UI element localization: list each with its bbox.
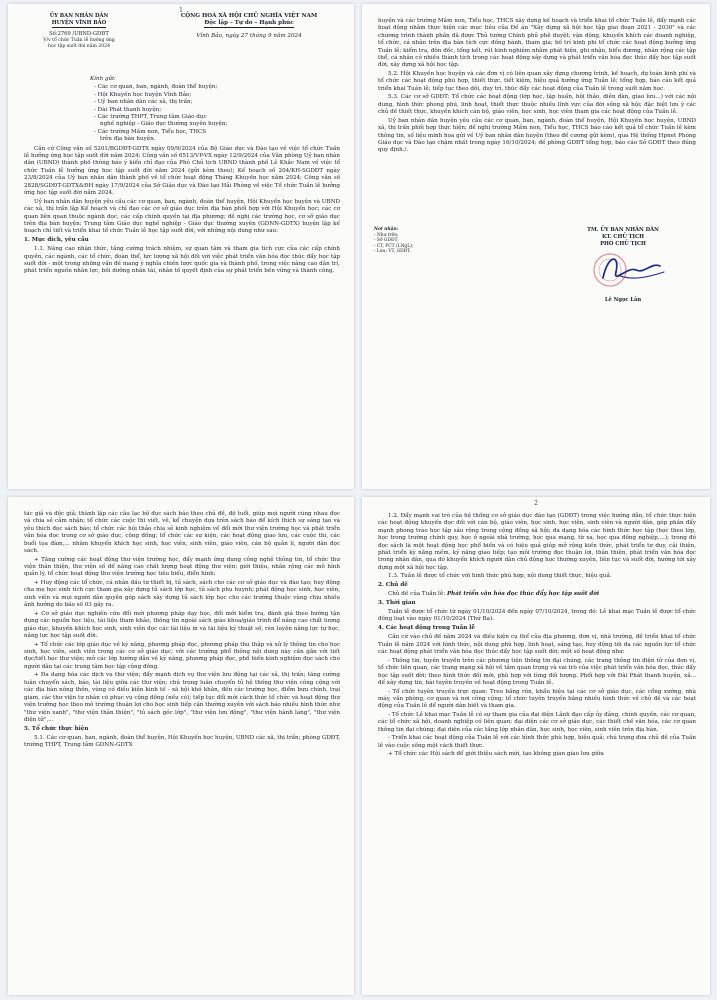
- nation-title: CỘNG HOÀ XÃ HỘI CHỦ NGHĨA VIỆT NAM: [180, 13, 318, 19]
- paragraph: 1.3. Tuần lễ được tổ chức với hình thức phù hợp, nội dung thiết thực, hiệu quả.: [388, 573, 612, 580]
- recipient-item: nghề nghiệp - Giáo dục thường xuyên huyện;: [100, 121, 228, 128]
- theme-text: Phát triển văn hóa đọc thúc đẩy học tập suốt đời: [446, 591, 600, 598]
- recipient-item: - Các cơ quan, ban, ngành, đoàn thể huyện;: [94, 84, 218, 91]
- paragraph: 5.1. Các cơ quan, ban, ngành, đoàn thể huyện, Hội Khuyến học huyện, UBND các xã, thị trấn; phòng GDĐT, trường THPT, Trung tâm GDNN-GDTX: [24, 734, 340, 749]
- noi-nhan-item: - Sở GDĐT;: [374, 238, 399, 244]
- recipient-item: - Các trường Mầm non, Tiểu học, THCS: [94, 128, 207, 135]
- document-page-2: [362, 4, 710, 489]
- paragraph: - Tổ chức tuyên truyền trực quan: Treo băng rôn, khẩu hiệu tại các cơ sở giáo dục, các cổng xướng, nhà máy, văn phòng, cơ quan và nơi công cộng; tổ chức tuyên truyền bằng nhiều hình thức về chủ đề và các hoạt động của Tuần lễ để người dân biết và tham gia.: [378, 688, 696, 710]
- page2-body: [378, 18, 696, 156]
- page1-body: [24, 76, 340, 277]
- signature-block: [548, 227, 698, 304]
- document-number: Số:2769 /UBND-GDĐT: [49, 31, 109, 37]
- section-heading: 1. Mục đích, yêu cầu: [24, 237, 89, 244]
- recipient-list: [94, 84, 340, 143]
- signer-name: Lê Ngọc Lân: [604, 297, 642, 303]
- nation-block: [154, 13, 344, 41]
- noi-nhan-item: - CT, PCT (LNgL);: [374, 243, 414, 249]
- paragraph: + Huy động các tổ chức, cá nhân đầu tư thiết bị, tủ sách, sách cho các cơ sở giáo dục và đào tạo; huy động cha mẹ học sinh tích cực tham gia xây dựng tủ sách lớp học, tủ sách phụ huynh; phát động học sinh, học viên, sinh viên và mọi người dân quyên góp sách xây dựng tủ sách lớp học cho các trường thuộc vùng chịu nhiều ảnh hưởng do bão số 03 gây ra.: [24, 580, 340, 609]
- subject-line-1: V/v tổ chức Tuần lễ hưởng ứng: [43, 38, 115, 43]
- section-heading: 3. Thời gian: [378, 600, 416, 607]
- paragraph: huyện và các trường Mầm non, Tiểu học, THCS xây dựng kế hoạch và triển khai tổ chức Tuần lễ, đẩy mạnh các hoạt động nhằm thực hiện các mục tiêu của Đề án "Xây dựng xã hội học tập giai đoạn 2021 - 2030" và các chương trình thành phần đã được Thủ tướng Chính phủ phê duyệt; vận động, khuyến khích các doanh nghiệp, tổ chức, cá nhân trên địa bàn tích cực đồng hành, tham gia; bố trí kinh phí tổ chức các hoạt động hưởng ứng Tuần lễ; kiểm tra, đôn đốc, tổng kết, rút kinh nghiệm nhằm phát hiện, ghi nhận, biểu dương, nhân rộng các tập thể, cá nhân có nhiều thành tích trong các hoạt động xây dựng và phát triển văn hóa đọc thúc đẩy học tập suốt đời, xây dựng xã hội học tập.: [378, 18, 696, 69]
- paragraph: + Tổ chức các Hội sách để giới thiệu sách mới, tạo không gian giao lưu giữa: [388, 751, 604, 758]
- paragraph: + Đa dạng hóa các dịch vụ thư viện; đẩy mạnh dịch vụ thư viện lưu động tại các xã, thị trấn; tăng cường luân chuyển sách, báo, tài liệu giữa các thư viện; chú trọng luân chuyển tủ hệ thống thư viện công cộng với các địa bàn nông thôn, vùng có điều kiện kinh tế - xã hội khó khăn, đến các trường học, điểm bưu chính, trại giam, các thư viện tư nhân có phục vụ cộng đồng (nếu có); tiếp tục đổi mới cách thức tổ chức và hoạt động thư viện trường học theo mô trường thuận lợi cho học sinh tiếp cận thường xuyên với sách báo nhiều hình thức như "thư viện xanh", "thư viện thân thiện", "tủ sách góc lớp", "thư viện lưu động", "thư viện hành lang", "thư viện điện tử",...: [24, 672, 340, 723]
- recipient-item: - Các trường THPT, Trung tâm Giáo dục: [94, 114, 207, 121]
- section-heading: 5. Tổ chức thực hiện: [24, 725, 89, 732]
- paragraph: Căn cứ Công văn số 5201/BGDĐT-GDTX ngày 09/9/2024 của Bộ Giáo dục và Đào tạo về việc tổ chức Tuần lễ hưởng ứng học tập suốt đời năm 2024; Công văn số 6513/VP-VX ngày 12/9/2024 của Văn phòng Uỷ ban nhân dân (UBND) thành phố thông báo ý kiến chỉ đạo của Phó Chủ tịch UBND thành phố Lê Khắc Nam về việc tổ chức Tuần lễ hưởng ứng học tập suốt đời năm 2024 (gửi kèm theo); Kế hoạch số 204/KH-SGDĐT ngày 23/8/2024 của Uỷ ban nhân dân thành phố về tổ chức hoạt động Tháng Khuyến học năm 2024; Công văn số 2828/SGDĐT-GDTX&ĐH ngày 17/9/2024 của Sở Giáo dục và Đào tạo Hải Phòng về việc Tổ chức Tuần lễ hưởng ứng học tập suốt đời năm 2024.: [24, 145, 340, 197]
- noi-nhan-title: Nơi nhận:: [374, 227, 399, 232]
- noi-nhan-item: - Lưu: VT, GDĐT.: [374, 249, 411, 255]
- paragraph: + Tổ chức các lớp giáo dục về kỹ năng, phương pháp đọc, phương pháp thu thập và xử lý thông tin cho học sinh, học viên, sinh viên trong các cơ sở giáo dục; với các trường phổ thông nội dung này cần gắn với tiết đọc/tiết học thư viện; mở các lớp hướng dẫn về kỹ năng, phương pháp đọc, phổ biến kinh nghiệm đọc sách cho người dân tại các trung tâm học tập cộng đồng.: [24, 641, 340, 670]
- issuer-block: [20, 13, 138, 50]
- theme-paragraph: [378, 591, 696, 598]
- section-heading: 2. Chủ đề: [378, 582, 408, 589]
- paragraph: - Thông tin, tuyên truyền trên các phương tiện thông tin đại chúng, các trang thông tin điện tử của đơn vị, tổ chức liên quan, các trang mạng xã hội về tầm quan trọng và vai trò của việc phát triển văn hóa đọc, thúc đẩy học tập suốt đời; theo hình thức đối mới, phù hợp với từng đối tượng. Phối hợp với Đài Phát thanh huyện, xã... để xây dựng tin, bài tuyên truyền về hoạt động trong Tuần lễ.: [378, 657, 696, 686]
- paragraph: + Cơ sở giáo dục nghiên cứu đổi mới phương pháp dạy học, đổi mới kiểm tra, đánh giá theo hướng tận dụng các nguồn học liệu, tài liệu tham khảo, thông tin ngoài sách giáo khoa/giáo trình để nâng cao chất lượng giáo dục, khuyến khích học sinh, sinh viên đọc các tài liệu in và tài liệu kỹ thuật số, rèn luyện năng lực tự học, nâng lực học tập suốt đời.: [24, 610, 340, 640]
- paragraph: tác giả và độc giả; thành lập các câu lạc bộ đọc sách báo theo chủ đề, độ tuổi, giúp mọi người cùng nhau đọc và chia sẻ cảm nhận; tổ chức các cuộc thi viết, vẽ, kể chuyện dựa trên sách báo để kích thích sự sáng tạo và yêu thích đọc sách báo; tổ chức các hội thảo chia sẻ kinh nghiệm về đổi mới thư viện trường học và phát triển văn hóa đọc trong cơ sở giáo dục, cộng đồng; tổ chức các sự kiện, các hoạt động giao lưu, các cuộc thi, các buổi tọa đàm,... nhằm khuyến khích học sinh, học viên, sinh viên, giáo viên, cán bộ quản lí, người dân đọc sách.: [24, 511, 340, 555]
- paragraph: 5.3. Các cơ sở GDĐT: Tổ chức các hoạt động (lớp học, tập huấn, hội thảo, diễn đàn, giao lưu...) với các nội dung, hình thức phong phú, linh hoạt, thiết thực thuộc nhiều lĩnh vực của đời sống xã hội; đặc biệt lưu ý các chủ đề thiết thực, khuyến khích cán bộ, giáo viên, học sinh, học viên tham gia các hoạt động của Tuần lễ.: [378, 94, 696, 116]
- kinh-gui-label: Kính gửi:: [90, 76, 116, 82]
- nation-motto: Độc lập – Tự do – Hạnh phúc: [204, 20, 293, 28]
- recipient-item: - Đài Phát thanh huyện;: [94, 106, 162, 113]
- paragraph: - Tổ chức Lễ khai mạc Tuần lễ có sự tham gia của đại diện Lãnh đạo cấp ủy đảng, chính quyền, các cơ quan, các tổ chức xã hội, doanh nghiệp có liên quan; đại diện các cơ sở giáo dục, các thiết chế văn hóa, các cơ quan thông tin đại chúng; đại diện của các tầng lớp nhân dân, học sinh, học viên, sinh viên trên địa bàn.: [378, 711, 696, 733]
- document-page-3: [8, 497, 354, 995]
- page-number: 2: [534, 500, 538, 507]
- noi-nhan-item: - Như trên;: [374, 232, 399, 238]
- paragraph: Căn cứ vào chủ đề năm 2024 và điều kiện cụ thể của địa phương, đơn vị, nhà trường, đề triển khai tổ chức Tuần lễ năm 2024 với hình thức, nội dung phù hợp, linh hoạt, sáng tạo, huy động tối đa các nguồn lực tổ chức các hoạt động phát triển văn hóa đọc thúc đẩy học tập suốt đời; một số hoạt động như:: [378, 634, 696, 656]
- document-header: [20, 13, 344, 73]
- page-number: 1: [179, 7, 183, 14]
- subject-line-2: học tập suốt đời năm 2024: [47, 43, 110, 49]
- paragraph: 1.1. Nâng cao nhận thức, tăng cường trách nhiệm, sự quan tâm và tham gia tích cực của các cấp chính quyền, các ngành, các tổ chức, đoàn thể, lực lượng xã hội đối với việc phát triển văn hóa đọc thúc đẩy học tập suốt đời - một trong những vấn đề mang ý nghĩa chiến lược quốc gia và thành phố, trong việc nâng cao dân trí, phát triển nguồn nhân lực, bồi dưỡng nhân tài, nhân tố quyết định của sự phát triển bền vững và thành công.: [24, 246, 340, 275]
- paragraph: 1.2. Đẩy mạnh vai trò của hệ thống cơ sở giáo dục đào tạo (GDĐT) trong việc hướng dẫn, tổ chức thực hiện các hoạt động khuyến đọc đối với cán bộ, giáo viên, học sinh, học viên, sinh viên và người dân, góp phần đẩy mạnh phong trào học tập sâu rộng trong cộng đồng xã hội; đa dạng hóa các hình thức học tập (học theo lớp, học trong trường chính quy, học ở ngoài nhà trường, học qua mạng, từ xa, học qua đồng nghiệp,...); trong đó đọc sách là một hoạt động học phổ biến và có hiệu quả giúp mở rộng kiến thức, phát triển tư duy, cải thiện, phát triển kỹ năng mềm, kỹ năng giao tiếp; tạo môi trường đọc thuận lợi, thân thiện, phát triển văn hóa đọc trong nhân dân, qua đó khuyến khích người dân chủ động học thường xuyên, liên tục và suốt đời, hướng tới xây dựng một xã hội học tập.: [378, 513, 696, 571]
- recipient-item: trên địa bàn huyện.: [100, 136, 156, 143]
- theme-label: Chủ đề của Tuần lễ:: [388, 591, 447, 598]
- paragraph: 5.2. Hội Khuyến học huyện và các đơn vị có liên quan xây dựng chương trình, kế hoạch, dự toán kinh phí và tổ chức các hoạt động phù hợp, thiết thực, tiết kiệm, hiệu quả hưởng ứng Tuần lễ; tổng hợp, báo cáo kết quả triển khai Tuần lễ; tiếp tục theo dõi, duy trì, thúc đẩy các hoạt động của Tuần lễ trong suốt năm học.: [378, 71, 696, 92]
- page3-body: [24, 511, 340, 751]
- recipient-item: - Uỷ ban nhân dân các xã, thị trấn;: [94, 99, 193, 106]
- paragraph: + Tăng cường các hoạt động thư viện trường học, đẩy mạnh ứng dụng công nghệ thông tin, tổ chức thư viện thân thiện, thư viện số để nâng cao chất lượng hoạt động thư viện; giới thiệu, nhân rộng các mô hình quản lý, tổ chức hoạt động thư viện trường học tiêu biểu, điển hình;: [24, 556, 340, 578]
- paragraph: - Triển khai các hoạt động của Tuần lễ với các hình thức phù hợp, hiệu quả; chú trọng đưa chủ đề của Tuần lễ vào cuộc sống một cách thiết thực.: [378, 735, 696, 749]
- recipient-item: - Hội Khuyến học huyện Vĩnh Bảo;: [94, 91, 192, 98]
- handwritten-signature-icon: [548, 248, 698, 294]
- paragraph: Tuần lễ được tổ chức từ ngày 01/10/2024 đến ngày 07/10/2024, trong đó: Lễ khai mạc Tuần lễ được tổ chức đồng loạt vào ngày 01/10/2024 (Thứ Ba).: [378, 609, 696, 623]
- document-date: Vĩnh Bảo, ngày 27 tháng 9 năm 2024: [196, 33, 302, 40]
- signature-org: TM. ỦY BAN NHÂN DÂN: [587, 227, 659, 233]
- document-page-4: [362, 497, 710, 995]
- issuer-line-2: HUYỆN VĨNH BẢO: [51, 20, 107, 26]
- recipients-footer: [374, 227, 514, 255]
- paragraph: Uỷ ban nhân dân huyện yêu cầu các cơ quan, ban, ngành, đoàn thể huyện, Hội Khuyến học huyện và UBND các xã, thị trấn lập Kế hoạch và chỉ đạo các cơ sở giáo dục trên địa bàn phối hợp với Hội Khuyến học; các cơ quan liên quan thuộc ngành dọc, các cấp chính quyền tại địa phương; đề nghị các trường học, cơ sở giáo dục trên địa bàn huyện; Trung tâm Giáo dục nghề nghiệp - Giáo dục thường xuyên (GDNN-GDTX) huyện lập kế hoạch chỉ tiết và triển khai tổ chức Tuần lễ học tập suốt đời, với những nội dung như sau:: [24, 198, 340, 235]
- signature-kt: KT. CHỦ TỊCH: [602, 234, 644, 240]
- page4-body: [378, 513, 696, 760]
- paragraph: Uỷ ban nhân dân huyện yêu cầu các cơ quan, ban, ngành, đoàn thể huyện, Hội Khuyến học huyện, UBND xã, thị trấn phối hợp thực hiện; đề nghị trường Mầm non, Tiểu học, THCS báo cáo kết quả tổ chức Tuần lễ kèm thông tin, số liệu minh họa gửi về Uỷ ban nhân dân huyện (theo đề cương gửi kèm), qua Hệ thống Hpnet Phòng Giáo dục và Đào tạo chậm nhất trong ngày 16/10/2024; đề phòng GDĐT tổng hợp, báo cáo Sở GDĐT theo đúng quy định./.: [378, 117, 696, 154]
- signature-section: [374, 227, 698, 339]
- issuer-line-1: ỦY BAN NHÂN DÂN: [49, 13, 109, 19]
- signature-title: PHÓ CHỦ TỊCH: [600, 241, 646, 247]
- section-heading: 4. Các hoạt động trong Tuần lễ: [378, 625, 475, 632]
- document-page-1: [8, 4, 354, 489]
